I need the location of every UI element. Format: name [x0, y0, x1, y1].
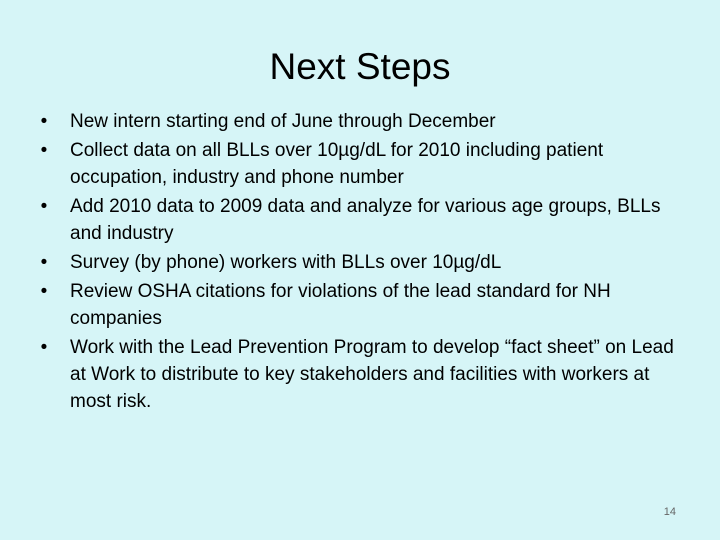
bullet-item — [36, 137, 686, 191]
bullet-text: Survey (by phone) workers with BLLs over 10µg/dL — [70, 252, 502, 273]
bullet-icon: • — [40, 281, 48, 302]
bullet-text: Add 2010 data to 2009 data and analyze for various age groups, BLLs and industry — [70, 196, 661, 244]
bullet-item — [36, 193, 686, 247]
bullet-text: Collect data on all BLLs over 10µg/dL for 2010 including patient occupation, industry and phone number — [70, 140, 604, 188]
bullet-icon: • — [40, 111, 48, 132]
bullet-list — [36, 108, 686, 417]
bullet-icon: • — [40, 196, 48, 217]
bullet-icon: • — [40, 140, 48, 161]
bullet-item — [36, 249, 686, 276]
bullet-item — [36, 334, 686, 415]
bullet-icon: • — [40, 252, 48, 273]
bullet-item — [36, 108, 686, 135]
bullet-text: Work with the Lead Prevention Program to develop “fact sheet” on Lead at Work to distribute to key stakeholders and facilities with workers at most risk. — [70, 337, 674, 412]
bullet-item — [36, 278, 686, 332]
slide-number: 14 — [663, 506, 676, 518]
bullet-text: Review OSHA citations for violations of the lead standard for NH companies — [70, 281, 611, 329]
bullet-icon: • — [40, 337, 48, 358]
slide-title: Next Steps — [269, 46, 451, 87]
bullet-text: New intern starting end of June through December — [70, 111, 496, 132]
